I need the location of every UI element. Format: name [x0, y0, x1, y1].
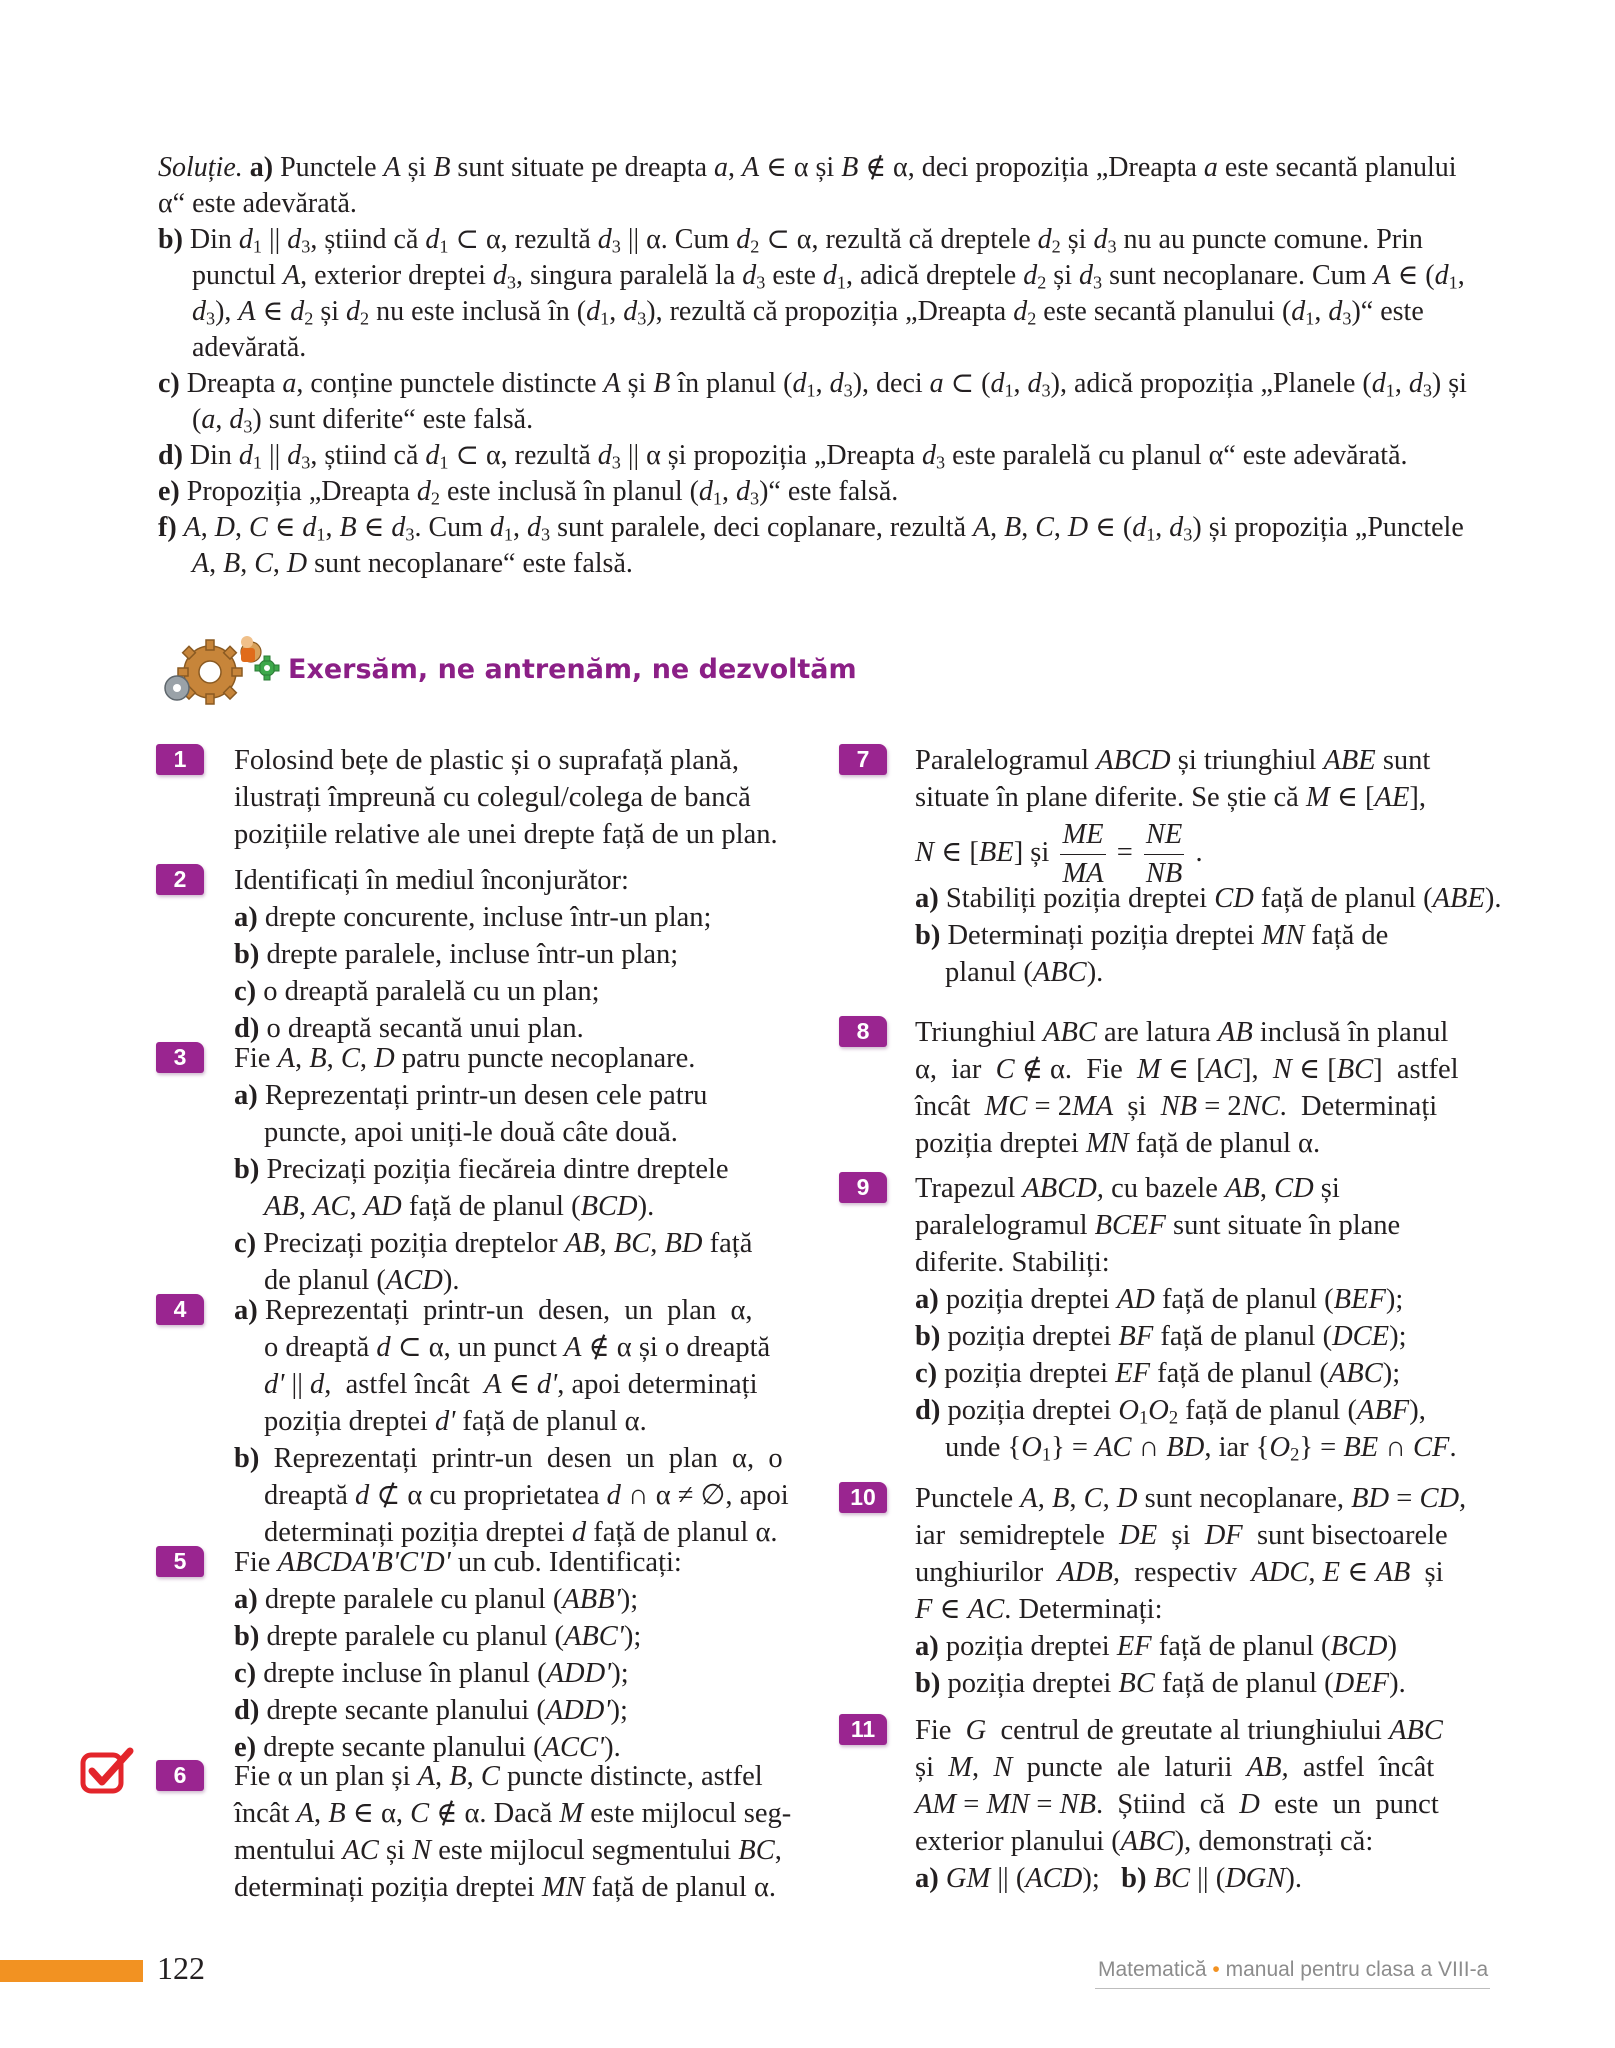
- item-label: f): [158, 512, 177, 543]
- solution-c: c) Dreapta a, conține punctele distincte A și B în planul ($d_1$, $d_3$), deci a ⊂ ($d_1$, $d_3$), adică propoziția „Planele ($d_1$, $d_3$) și (a, $d_3$) sunt diferite“ este falsă.: [158, 368, 1467, 437]
- exercise-number: 2: [156, 864, 204, 895]
- exercise-number: 8: [839, 1016, 887, 1047]
- exercise-number: 6: [156, 1760, 204, 1791]
- solution-b: b) Din $d_1$ || $d_3$, știind că $d_1$ ⊂ α, rezultă $d_3$ || α. Cum $d_2$ ⊂ α, rezultă că dreptele $d_2$ și $d_3$ nu au puncte comune. Prin punctul A, exterior dreptei $d_3$, singura paralelă la $d_3$ este $d_1$, adică dreptele $d_2$ și $d_3$ sunt necoplanare. Cum A ∈ ($d_1$, $d_3$), A ∈ $d_2$ și $d_2$ nu este inclusă în ($d_1$, $d_3$), rezultă că propoziția „Dreapta $d_2$ este secantă planului ($d_1$, $d_3)“$ este adevărată.: [158, 224, 1465, 363]
- exercise-number: 10: [839, 1482, 887, 1513]
- exercise-number: 4: [156, 1294, 204, 1325]
- exercise-number: 3: [156, 1042, 204, 1073]
- exercise-number: 1: [156, 744, 204, 775]
- exercise-number: 9: [839, 1172, 887, 1203]
- footer-divider: [1095, 1988, 1490, 1989]
- solution-d: d) Din $d_1$ || $d_3$, știind că $d_1$ ⊂ α, rezultă $d_3$ || α și propoziția „Dreapta $d_3$ este paralelă cu planul α“ este adevărată.: [158, 440, 1408, 473]
- exercise-number: 7: [839, 744, 887, 775]
- item-label: a): [249, 152, 274, 183]
- solution-f: f) A, D, C ∈ $d_1$, B ∈ $d_3$. Cum $d_1$, $d_3$ sunt paralele, deci coplanare, rezultă A, B, C, D ∈ ($d_1$, $d_3$) și propoziția „Punctele A, B, C, D sunt necoplanare“ este falsă.: [158, 512, 1464, 579]
- exercise-number: 5: [156, 1546, 204, 1577]
- item-label: b): [158, 224, 183, 255]
- solution-label: Soluție.: [158, 152, 243, 183]
- item-label: d): [158, 440, 183, 471]
- gears-icon: [155, 628, 280, 710]
- item-label: c): [158, 368, 180, 399]
- page-number: 122: [157, 1950, 205, 1986]
- bullet-icon: •: [1212, 1958, 1220, 1981]
- solution-e: e) Propoziția „Dreapta $d_2$ este inclusă în planul ($d_1$, $d_3)“$ este falsă.: [158, 476, 899, 509]
- section-heading: [155, 628, 857, 710]
- footer-book-title: [1098, 1958, 1488, 1982]
- book-title: Matematică: [1098, 1958, 1207, 1981]
- footer-accent-bar: [0, 1960, 143, 1982]
- item-label: e): [158, 476, 180, 507]
- checkbox-check-icon: [80, 1745, 136, 1795]
- book-subtitle: manual pentru clasa a VIII-a: [1225, 1958, 1489, 1981]
- solution-block: [158, 150, 1488, 582]
- section-title: Exersăm, ne antrenăm, ne dezvoltăm: [288, 653, 857, 685]
- exercise-number: 11: [839, 1714, 887, 1745]
- solution-a: Soluție. a) Punctele A și B sunt situate pe dreapta a, A ∈ α și B ∉ α, deci propoziția „Dreapta a este secantă planului α“ este adevărată.: [158, 152, 1457, 219]
